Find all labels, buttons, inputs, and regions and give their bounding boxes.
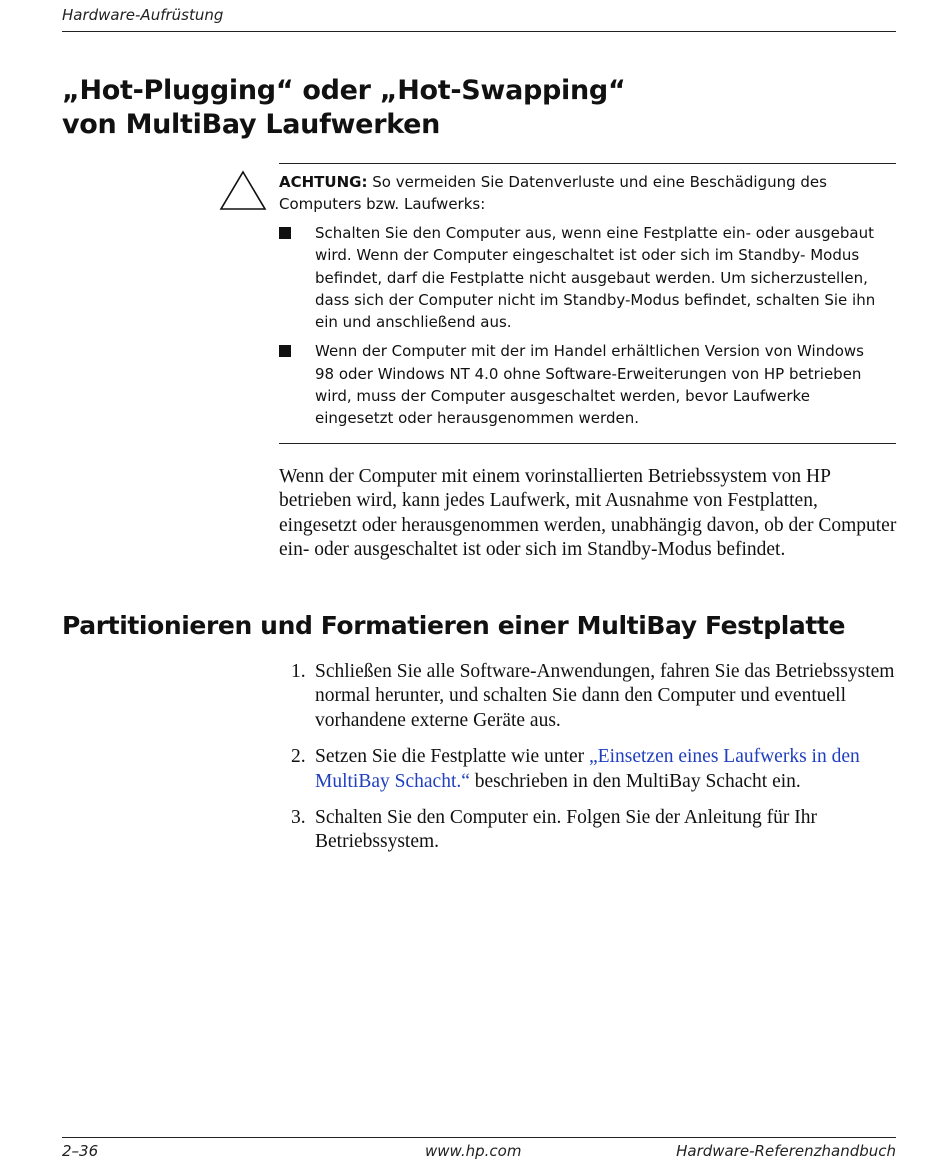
caution-label: ACHTUNG: xyxy=(279,173,368,191)
caution-list-item xyxy=(279,340,879,429)
step-number: 2. xyxy=(291,746,306,768)
step-number: 3. xyxy=(291,807,306,829)
caution-list-item xyxy=(279,222,879,333)
caution-bottom-rule xyxy=(279,443,896,444)
running-header: Hardware-Aufrüstung xyxy=(62,6,224,24)
step-text-after: beschrieben in den MultiBay Schacht ein. xyxy=(469,770,801,792)
caution-intro-text: So vermeiden Sie Datenverluste und eine Beschädigung des Computers bzw. Laufwerks: xyxy=(279,173,827,213)
square-bullet-icon xyxy=(279,345,291,357)
step-item xyxy=(279,806,899,855)
section-title-hot-plugging xyxy=(62,74,882,142)
caution-item-text: Schalten Sie den Computer aus, wenn eine Festplatte ein- oder ausgebaut wird. Wenn der Computer eingeschaltet ist oder sich im Standby- Modus befindet, darf die Festplatte nicht ausgebaut werden. Um sicherzustellen, dass sich der Computer nicht im Standby-Modus befindet, schalten Sie ihn ein und anschließend aus. xyxy=(315,224,876,332)
step-text-before: Setzen Sie die Festplatte wie unter xyxy=(315,746,590,768)
caution-list xyxy=(279,222,879,437)
section-title-line-1: „Hot-Plugging“ oder „Hot-Swapping“ xyxy=(62,75,626,106)
step-number: 1. xyxy=(291,661,306,682)
caution-triangle-icon xyxy=(219,170,267,216)
step-text: Schließen Sie alle Software-Anwendungen, fahren Sie das Betriebssystem normal herunter, und schalten Sie dann den Computer und eventuell vorhandene externe Geräte aus. xyxy=(315,661,895,731)
section-title-partitioning: Partitionieren und Formatieren einer MultiBay Festplatte xyxy=(62,611,845,640)
step-item xyxy=(279,745,899,794)
caution-top-rule xyxy=(279,163,896,164)
header-rule xyxy=(62,31,896,32)
steps-list xyxy=(279,660,899,867)
footer-book-title: Hardware-Referenzhandbuch xyxy=(676,1142,896,1160)
step-item xyxy=(279,660,899,733)
body-paragraph: Wenn der Computer mit einem vorinstallierten Betriebssystem von HP betrieben wird, kann jedes Laufwerk, mit Ausnahme von Festplatten, eingesetzt oder herausgenommen werden, unabhängig davon, ob der Computer ein- oder ausgeschaltet ist oder sich im Standby-Modus befindet. xyxy=(279,466,897,561)
caution-intro xyxy=(279,171,879,215)
footer-url: www.hp.com xyxy=(425,1142,522,1160)
cross-reference-link[interactable]: „Einsetzen eines Laufwerks in den MultiBay Schacht.“ xyxy=(315,746,860,792)
page-number: 2–36 xyxy=(62,1142,99,1160)
step-text: Schalten Sie den Computer ein. Folgen Sie der Anleitung für Ihr Betriebssystem. xyxy=(315,807,818,853)
square-bullet-icon xyxy=(279,227,291,239)
section-title-line-2: von MultiBay Laufwerken xyxy=(62,109,441,140)
footer-rule xyxy=(62,1137,896,1138)
caution-item-text: Wenn der Computer mit der im Handel erhältlichen Version von Windows 98 oder Windows NT 4.0 ohne Software-Erweiterungen von HP betrieben wird, muss der Computer ausgeschaltet werden, bevor Laufwerke eingesetzt oder herausgenommen werden. xyxy=(315,342,864,428)
